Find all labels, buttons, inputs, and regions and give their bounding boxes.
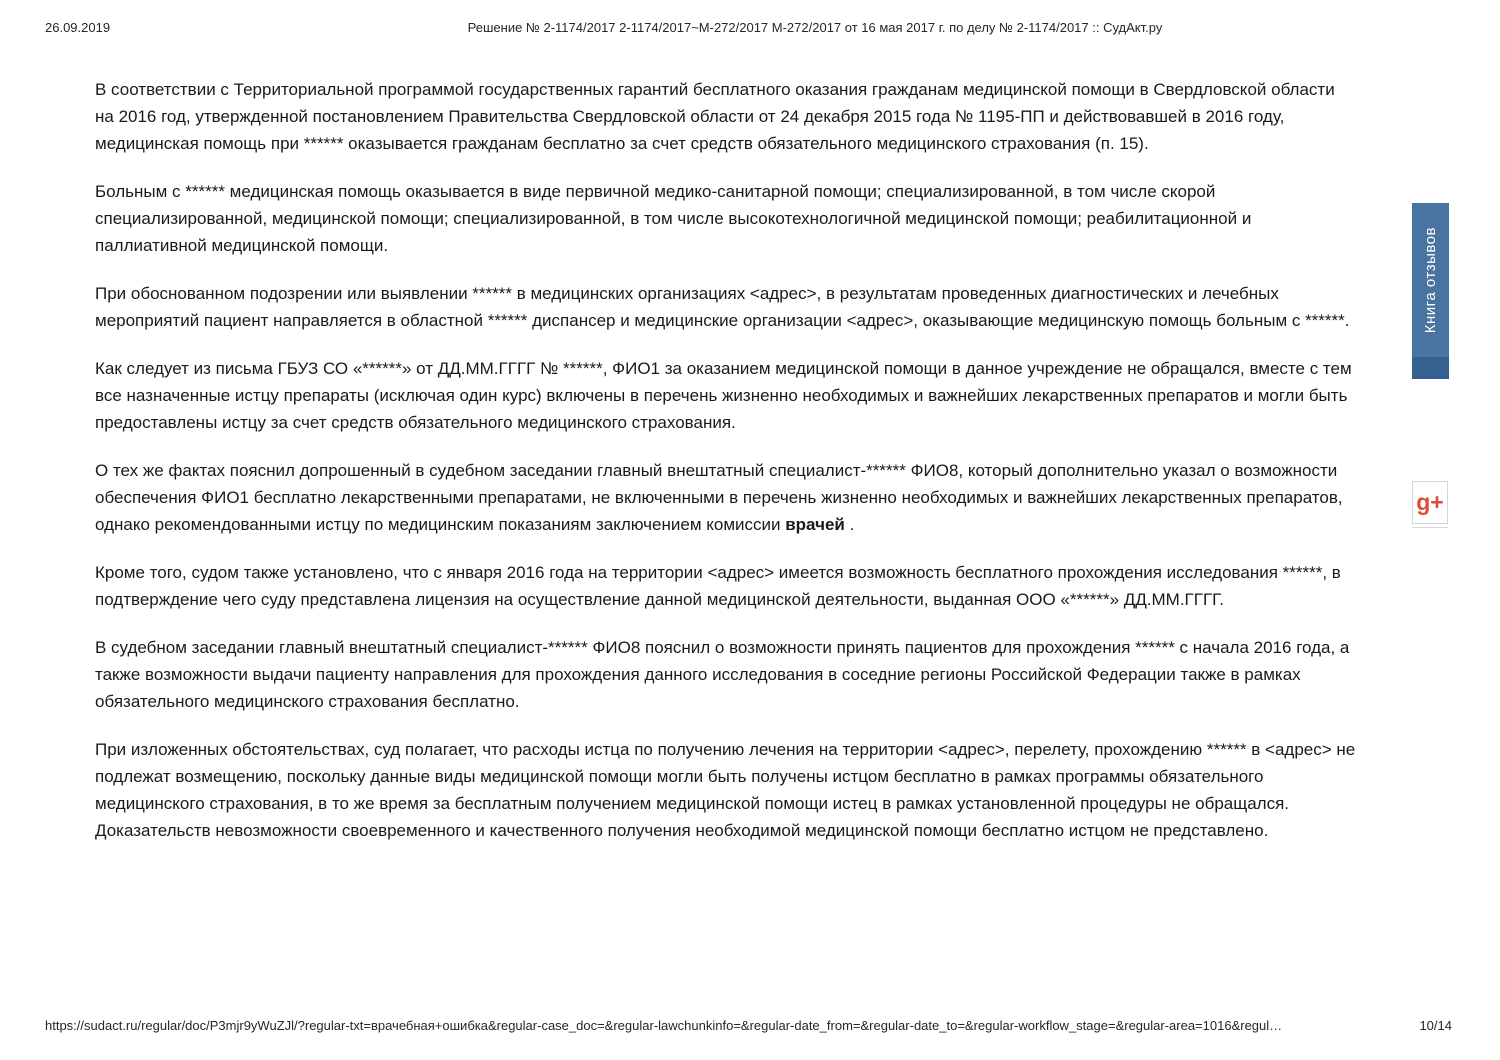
paragraph — [95, 355, 1357, 436]
bold-text: врачей — [785, 515, 845, 534]
paragraph-text: . — [844, 515, 855, 534]
paragraph — [95, 634, 1357, 715]
google-plus-button[interactable] — [1412, 481, 1448, 524]
paragraph — [95, 559, 1357, 613]
divider — [1412, 527, 1448, 528]
paragraph-text: О тех же фактах пояснил допрошенный в судебном заседании главный внештатный специалист-****** ФИО8, который дополнительно указал о возможности обеспечения ФИО1 бесплатно лекарственными препаратами, не включенными в перечень жизненно необходимых и важнейших лекарственных препаратов, однако рекомендованными истцу по медицинским показаниям заключением комиссии — [95, 461, 1343, 534]
paragraph — [95, 76, 1357, 157]
paragraph-text: Как следует из письма ГБУЗ СО «******» от ДД.ММ.ГГГГ № ******, ФИО1 за оказанием медицинской помощи в данное учреждение не обращался, вместе с тем все назначенные истцу препараты (исключая один курс) включены в перечень жизненно необходимых и важнейших лекарственных препаратов и могли быть предоставлены истцу за счет средств обязательного медицинского страхования. — [95, 359, 1352, 432]
print-footer — [45, 1018, 1452, 1036]
feedback-tab[interactable] — [1412, 203, 1449, 379]
paragraph-text: В соответствии с Территориальной программой государственных гарантий бесплатного оказания гражданам медицинской помощи в Свердловской области на 2016 год, утвержденной постановлением Правительства Свердловской области от 24 декабря 2015 года № 1195-ПП и действовавшей в 2016 году, медицинская помощь при ****** оказывается гражданам бесплатно за счет средств обязательного медицинского страхования (п. 15). — [95, 80, 1335, 153]
paragraph-text: При обоснованном подозрении или выявлении ****** в медицинских организациях <адрес>, в результатам проведенных диагностических и лечебных мероприятий пациент направляется в областной ****** диспансер и медицинские организации <адрес>, оказывающие медицинскую помощь больным с ******. — [95, 284, 1350, 330]
feedback-tab-body[interactable] — [1412, 203, 1449, 357]
paragraph — [95, 280, 1357, 334]
paragraph-text: В судебном заседании главный внештатный специалист-****** ФИО8 пояснил о возможности принять пациентов для прохождения ****** с начала 2016 года, а также возможности выдачи пациенту направления для прохождения данного исследования в соседние регионы Российской Федерации также в рамках обязательного медицинского страхования бесплатно. — [95, 638, 1350, 711]
feedback-tab-accent — [1412, 357, 1449, 379]
feedback-tab-label: Книга отзывов — [1422, 226, 1439, 334]
source-url: https://sudact.ru/regular/doc/P3mjr9yWuZJl/?regular-txt=врачебная+ошибка&regular-case_doc=&regular-lawchunkinfo=&regular-date_from=&regular-date_to=&regular-workflow_stage=&regular-area=1016&regul… — [45, 1018, 1283, 1033]
document-body — [95, 76, 1357, 865]
page-indicator: 10/14 — [1419, 1018, 1452, 1033]
page-title: Решение № 2-1174/2017 2-1174/2017~М-272/2017 М-272/2017 от 16 мая 2017 г. по делу № 2-1174/2017 :: СудАкт.ру — [467, 20, 1163, 35]
paragraph-text: При изложенных обстоятельствах, суд полагает, что расходы истца по получению лечения на территории <адрес>, перелету, прохождению ****** в <адрес> не подлежат возмещению, поскольку данные виды медицинской помощи могли быть получены истцом бесплатно в рамках программы обязательного медицинского страхования, в то же время за бесплатным получением медицинской помощи истец в рамках установленной процедуры не обращался. Доказательств невозможности своевременного и качественного получения необходимой медицинской помощи бесплатно истцом не представлено. — [95, 740, 1356, 840]
paragraph — [95, 457, 1357, 538]
paragraph-text: Больным с ****** медицинская помощь оказывается в виде первичной медико-санитарной помощи; специализированной, в том числе скорой специализированной, медицинской помощи; специализированной, в том числе высокотехнологичной медицинской помощи; реабилитационной и паллиативной медицинской помощи. — [95, 182, 1252, 255]
google-plus-icon: g+ — [1416, 489, 1444, 515]
paragraph — [95, 736, 1357, 844]
paragraph — [95, 178, 1357, 259]
print-header — [0, 20, 1500, 38]
print-date: 26.09.2019 — [45, 20, 111, 35]
paragraph-text: Кроме того, судом также установлено, что с января 2016 года на территории <адрес> имеется возможность бесплатного прохождения исследования ******, в подтверждение чего суду представлена лицензия на осуществление данной медицинской деятельности, выданная ООО «******» ДД.ММ.ГГГГ. — [95, 563, 1341, 609]
